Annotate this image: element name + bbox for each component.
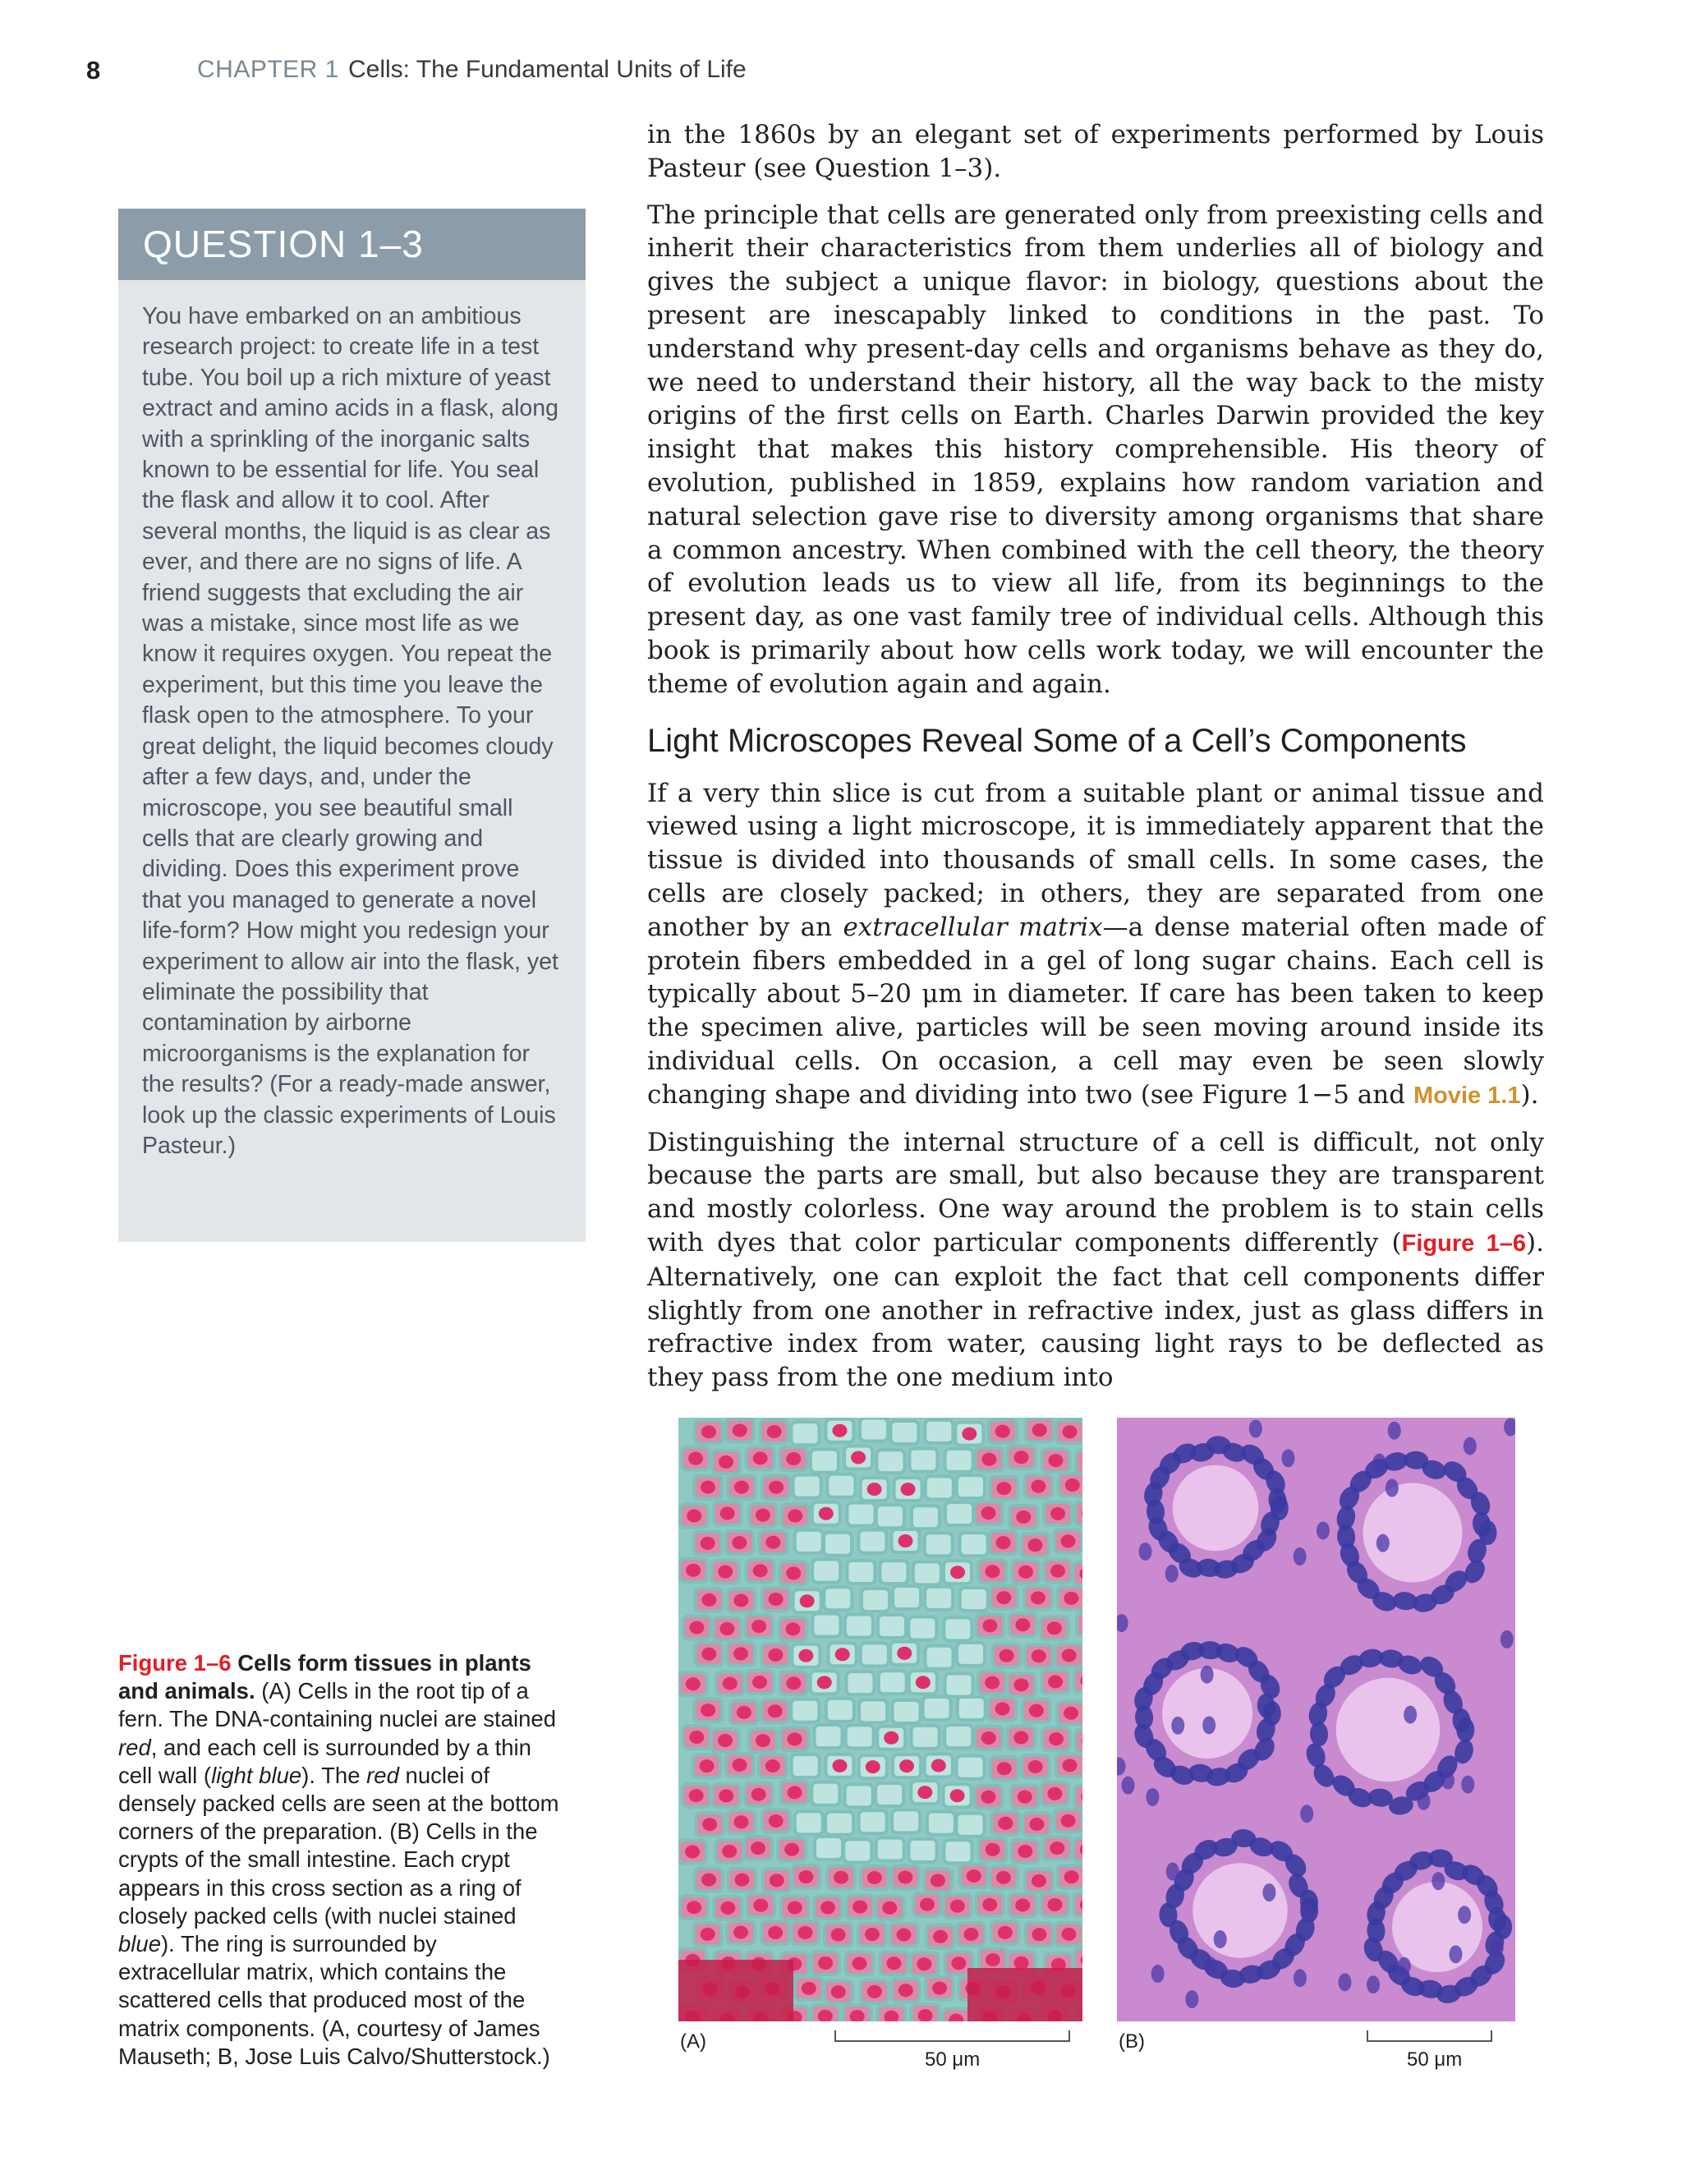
- question-title: QUESTION 1–3: [118, 209, 586, 280]
- panel-label-a: (A): [680, 2030, 706, 2053]
- movie-link[interactable]: Movie 1.1: [1413, 1082, 1521, 1109]
- chapter-title: Cells: The Fundamental Units of Life: [348, 56, 747, 83]
- panel-label-b: (B): [1119, 2030, 1145, 2053]
- running-head: [0, 56, 1682, 92]
- scale-bar-a: [834, 2030, 1070, 2042]
- paragraph-light-microscopes: If a very thin slice is cut from a suitable plant or animal tissue and viewed using a light microscope, it is immediately apparent that the tissue is divided into thousands of small cells. In some cases, the cells are closely packed; in others, they are separated from one another by an extracellular matrix—a dense material often made of protein fibers embedded in a gel of long sugar chains. Each cell is typically about 5–20 μm in diameter. If care has been taken to keep the specimen alive, particles will be seen moving around inside its individual cells. On occasion, a cell may even be seen slowly changing shape and dividing into two (see Figure 1−5 and Movie 1.1).: [647, 778, 1544, 1110]
- micrograph-fern-root-tip: [678, 1418, 1082, 2021]
- chapter-label: CHAPTER 1: [197, 56, 339, 83]
- question-body: You have embarked on an ambitious research project: to create life in a test tube. You boil up a rich mixture of yeast extract and amino acids in a flask, along with a sprinkling of the inorganic salts known to be essential for life. You seal the flask and allow it to cool. After several months, the liquid is as clear as ever, and there are no signs of life. A friend suggests that excluding the air was a mistake, since most life as we know it requires oxygen. You repeat the experiment, but this time you leave the flask open to the atmosphere. To your great delight, the liquid becomes cloudy after a few days, and, under the microscope, you see beautiful small cells that are clearly growing and dividing. Does this experiment prove that you managed to generate a novel life-form? How might you redesign your experiment to allow air into the flask, yet eliminate the possibility that contamination by airborne microorganisms is the explanation for the results? (For a ready-made answer, look up the classic experiments of Louis Pasteur.): [142, 303, 558, 1159]
- scale-bar-b: [1367, 2030, 1492, 2042]
- figure-title: Cells form tissues in plants and animals.: [118, 1650, 531, 1704]
- page-number: 8: [86, 56, 101, 85]
- paragraph-cell-theory: The principle that cells are generated only from preexisting cells and inherit their characteristics from them underlies all of biology and gives the subject a unique flavor: in biology, questions about the present are inescapably linked to conditions in the past. To understand why present-day cells and organisms behave as they do, we need to understand their history, all the way back to the misty origins of the first cells on Earth. Charles Darwin provided the key insight that makes this history comprehensible. His theory of evolution, published in 1859, explains how random variation and natural selection gave rise to diversity among organisms that share a common ancestry. When combined with the cell theory, the theory of evolution leads us to view all life, from its beginnings to the present day, as one vast family tree of individual cells. Although this book is primarily about how cells work today, we will encounter the theme of evolution again and again.: [647, 200, 1544, 699]
- question-box: [118, 209, 586, 1242]
- scale-label-a: 50 μm: [925, 2048, 981, 2071]
- figure-number: Figure 1–6: [118, 1650, 232, 1676]
- micrograph-intestinal-crypts: [1117, 1418, 1515, 2021]
- fern-root-tip-image: [678, 1418, 1082, 2021]
- figure-caption: Figure 1–6 Cells form tissues in plants and animals. (A) Cells in the root tip of a fern. The DNA-containing nuclei are stained red, and each cell is surrounded by a thin cell wall (light blue). The red nuclei of densely packed cells are seen at the bottom corners of the preparation. (B) Cells in the crypts of the small intestine. Each crypt appears in this cross section as a ring of closely packed cells (with nuclei stained blue). The ring is surrounded by extracellular matrix, which contains the scattered cells that produced most of the matrix components. (A, courtesy of James Mauseth; B, Jose Luis Calvo/Shutterstock.): [118, 1650, 559, 2069]
- section-heading: Light Microscopes Reveal Some of a Cell’s Components: [647, 722, 1467, 759]
- figure-reference-link[interactable]: Figure 1–6: [1401, 1230, 1527, 1257]
- paragraph-continuation: in the 1860s by an elegant set of experiments performed by Louis Pasteur (see Question 1–3).: [647, 120, 1544, 183]
- scale-label-b: 50 μm: [1407, 2048, 1463, 2071]
- main-text-column: [647, 118, 1544, 1395]
- paragraph-staining: Distinguishing the internal structure of a cell is difficult, not only because the parts are small, but also because they are transparent and mostly colorless. One way around the problem is to stain cells with dyes that color particular components differently (Figure 1–6). Alternatively, one can exploit the fact that cell components differ slightly from one another in refractive index, just as glass differs in refractive index from water, causing light rays to be deflected as they pass from the one medium into: [647, 1127, 1544, 1393]
- term-extracellular-matrix: extracellular matrix: [843, 912, 1103, 942]
- intestinal-crypts-image: [1117, 1418, 1515, 2021]
